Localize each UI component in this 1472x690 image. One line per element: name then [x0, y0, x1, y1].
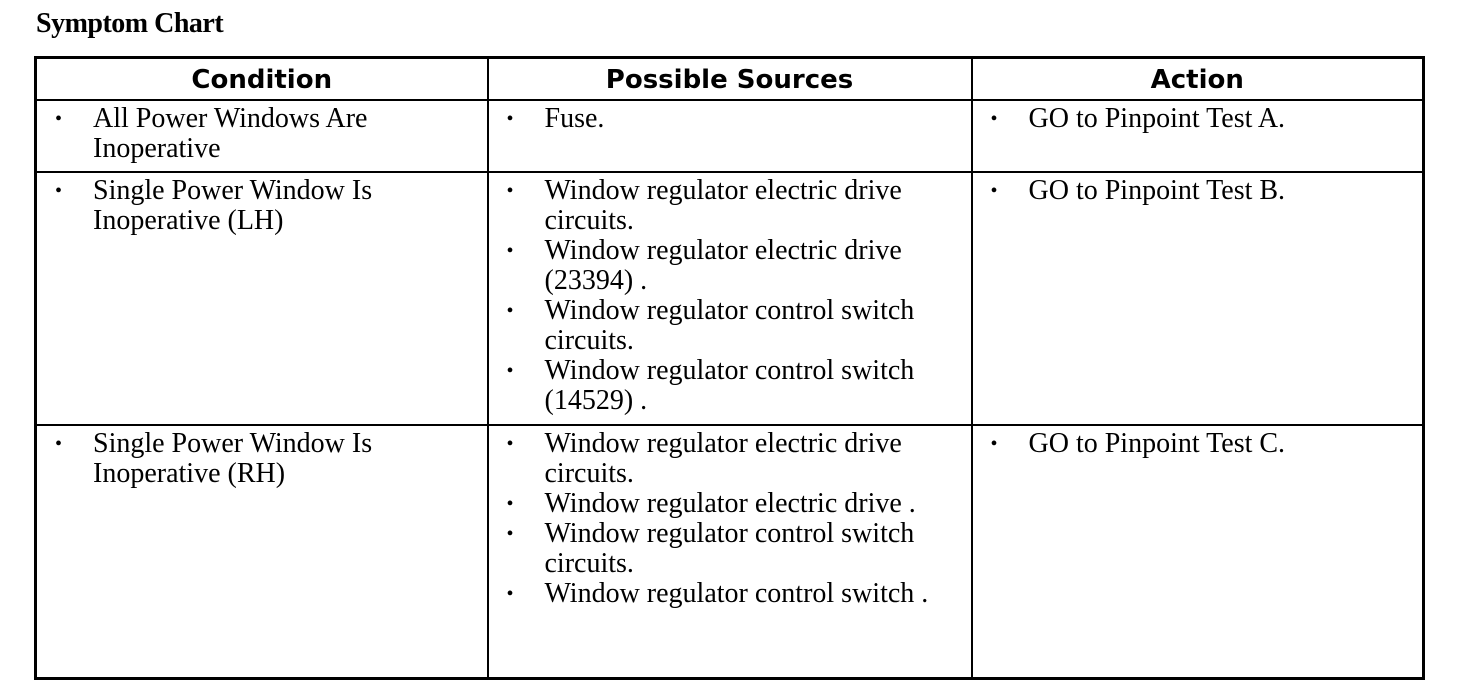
sources-list — [503, 429, 963, 609]
list-item — [503, 296, 963, 356]
source-text: Window regulator control switch . — [544, 578, 929, 609]
source-text: Window regulator control switch circuits. — [544, 518, 915, 579]
condition-cell — [36, 100, 488, 172]
list-item — [503, 579, 963, 609]
list-item — [503, 356, 963, 416]
source-text: Window regulator control switch circuits. — [544, 295, 915, 356]
condition-list — [51, 176, 479, 236]
list-item — [51, 429, 479, 489]
action-list — [987, 176, 1415, 206]
possible-sources-cell — [488, 100, 972, 172]
source-text: Window regulator electric drive (23394) . — [544, 235, 902, 296]
action-cell — [972, 172, 1424, 425]
source-text: Window regulator electric drive circuits. — [544, 175, 902, 236]
bullet-icon: • — [990, 180, 998, 202]
bullet-icon: • — [55, 433, 63, 455]
bullet-icon: • — [506, 240, 514, 262]
list-item — [51, 104, 479, 164]
column-header-condition: Condition — [36, 58, 488, 101]
table-row — [36, 100, 1424, 172]
list-item — [503, 489, 963, 519]
list-item — [503, 236, 963, 296]
bullet-icon: • — [990, 108, 998, 130]
bullet-icon: • — [506, 300, 514, 322]
sources-list — [503, 176, 963, 416]
bullet-icon: • — [55, 108, 63, 130]
bullet-icon: • — [506, 433, 514, 455]
list-item — [987, 104, 1415, 134]
source-text: Fuse. — [544, 103, 605, 134]
condition-text: Single Power Window Is Inoperative (RH) — [93, 428, 373, 489]
bullet-icon: • — [506, 180, 514, 202]
possible-sources-cell — [488, 425, 972, 679]
condition-cell — [36, 425, 488, 679]
bullet-icon: • — [506, 493, 514, 515]
possible-sources-cell — [488, 172, 972, 425]
source-text: Window regulator control switch (14529) . — [544, 355, 915, 416]
table-row — [36, 172, 1424, 425]
action-text: GO to Pinpoint Test B. — [1028, 175, 1286, 206]
bullet-icon: • — [990, 433, 998, 455]
list-item — [987, 176, 1415, 206]
sources-list — [503, 104, 963, 134]
condition-cell — [36, 172, 488, 425]
condition-text: Single Power Window Is Inoperative (LH) — [93, 175, 373, 236]
bullet-icon: • — [506, 360, 514, 382]
action-text: GO to Pinpoint Test A. — [1028, 103, 1286, 134]
list-item — [987, 429, 1415, 459]
action-list — [987, 429, 1415, 459]
action-text: GO to Pinpoint Test C. — [1028, 428, 1286, 459]
bullet-icon: • — [506, 523, 514, 545]
source-text: Window regulator electric drive circuits. — [544, 428, 902, 489]
table-header-row — [36, 58, 1424, 101]
table-row — [36, 425, 1424, 679]
condition-list — [51, 104, 479, 164]
action-list — [987, 104, 1415, 134]
column-header-possible-sources: Possible Sources — [488, 58, 972, 101]
bullet-icon: • — [506, 108, 514, 130]
bullet-icon: • — [506, 583, 514, 605]
condition-text: All Power Windows Are Inoperative — [93, 103, 368, 164]
list-item — [503, 176, 963, 236]
column-header-action: Action — [972, 58, 1424, 101]
source-text: Window regulator electric drive . — [544, 488, 916, 519]
list-item — [503, 104, 963, 134]
condition-list — [51, 429, 479, 489]
list-item — [503, 429, 963, 489]
list-item — [51, 176, 479, 236]
page-title: Symptom Chart — [36, 8, 224, 39]
action-cell — [972, 100, 1424, 172]
bullet-icon: • — [55, 180, 63, 202]
symptom-chart-table — [34, 56, 1425, 680]
list-item — [503, 519, 963, 579]
action-cell — [972, 425, 1424, 679]
